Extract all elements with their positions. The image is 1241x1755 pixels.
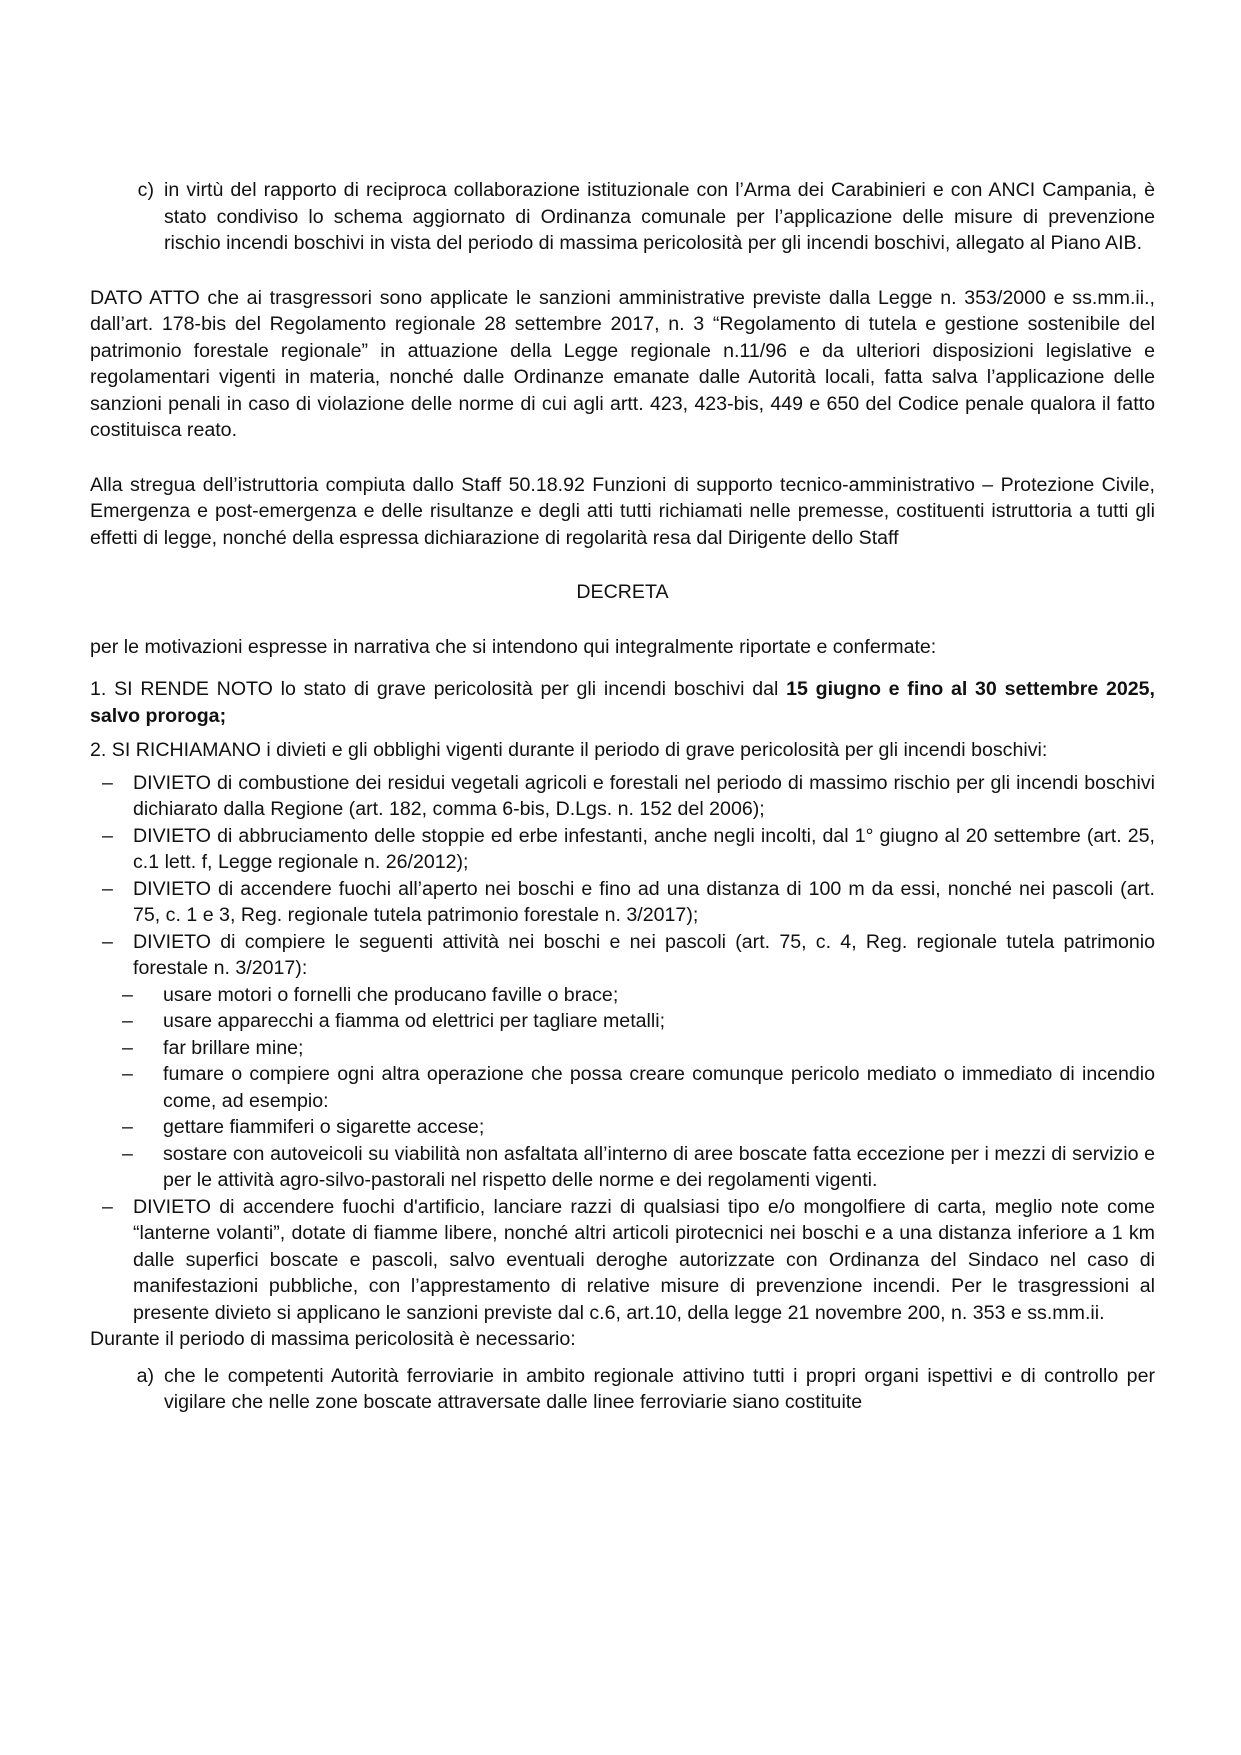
dato-atto-paragraph: DATO ATTO che ai trasgressori sono applicate le sanzioni amministrative previste dalla Legge n. 353/2000 e ss.mm.ii., dall’art. 178-bis del Regolamento regionale 28 settembre 2017, n. 3 “Regolamento di tutela e gestione sostenibile del patrimonio forestale regionale” in attuazione della Legge regionale n.11/96 e da ulteriori disposizioni legislative e regolamentari vigenti in materia, nonché dalle Ordinanze emanate dalle Autorità locali, fatta salva l’applicazione delle sanzioni penali in caso di violazione delle norme di cui agli artt. 423, 423-bis, 449 e 650 del Codice penale qualora il fatto costituisca reato. xyxy=(90,286,1155,441)
dash-bullet: – xyxy=(122,983,133,1006)
divieto-text: DIVIETO di combustione dei residui vegetali agricoli e forestali nel periodo di massimo rischio per gli incendi boschivi dichiarato dalla Regione (art. 182, comma 6-bis, D.Lgs. n. 152 del 2006); xyxy=(133,771,1155,820)
list-item-text: che le competenti Autorità ferroviarie in ambito regionale attivino tutti i propri organi ispettivi e di controllo per vigilare che nelle zone boscate attraversate dalle linee ferroviarie siano costituite xyxy=(164,1364,1155,1413)
intro-paragraph: per le motivazioni espresse in narrativa che si intendono qui integralmente riportate e confermate: xyxy=(90,635,937,658)
dash-bullet: – xyxy=(102,930,113,953)
sub-item-text: usare motori o fornelli che producano faville o brace; xyxy=(163,983,619,1006)
divieti-list xyxy=(90,770,1155,982)
point-1-text: 1. SI RENDE NOTO lo stato di grave pericolosità per gli incendi boschivi dal xyxy=(90,678,787,700)
sub-list-item xyxy=(90,1141,1155,1194)
point-1 xyxy=(90,676,1155,729)
dash-bullet: – xyxy=(122,1116,133,1138)
durante-paragraph: Durante il periodo di massima pericolosità è necessario: xyxy=(90,1328,576,1350)
divieto-text: DIVIETO di accendere fuochi d'artificio, lanciare razzi di qualsiasi tipo e/o mongolfiere di carta, meglio note come “lanterne volanti”, dotate di fiamme libere, nonché altri articoli pirotecnici nei boschi e a una distanza inferiore a 1 km dalle superfici boscate e pascoli, salvo eventuali deroghe autorizzate con Ordinanza del Sindaco nel caso di manifestazioni pubbliche, con l’apprestamento di relative misure di prevenzione incendi. Per le trasgressioni al presente divieto si applicano le sanzioni previste dal c.6, art.10, della legge 21 novembre 200, n. 353 e ss.mm.ii. xyxy=(133,1195,1155,1324)
point-1-bold: 15 giugno e fino al 30 settembre 2025, salvo proroga; xyxy=(90,678,1155,727)
alla-stregua-paragraph: Alla stregua dell’istruttoria compiuta dallo Staff 50.18.92 Funzioni di supporto tecnico-amministrativo – Protezione Civile, Emergenza e post-emergenza e delle risultanze e degli atti tutti richiamati nelle premesse, costituenti istruttoria a tutti gli effetti di legge, nonché della espressa dichiarazione di regolarità resa dal Dirigente dello Staff xyxy=(90,473,1155,549)
list-item-c xyxy=(90,177,1155,257)
list-item xyxy=(90,770,1155,823)
sub-item-text: far brillare mine; xyxy=(163,1036,304,1059)
dash-bullet: – xyxy=(102,824,113,847)
sub-item-text: sostare con autoveicoli su viabilità non asfaltata all’interno di aree boscate fatta eccezione per i mezzi di servizio e per le attività agro-silvo-pastorali nel rispetto delle norme e dei regolamenti vigenti. xyxy=(163,1142,1155,1191)
divieto-text: DIVIETO di abbruciamento delle stoppie ed erbe infestanti, anche negli incolti, dal 1° giugno al 20 settembre (art. 25, c.1 lett. f, Legge regionale n. 26/2012); xyxy=(133,824,1155,873)
dash-bullet: – xyxy=(122,1036,133,1059)
attivita-sub-list xyxy=(90,982,1155,1194)
list-marker: a) xyxy=(136,1364,154,1387)
list-item-text: in virtù del rapporto di reciproca collaborazione istituzionale con l’Arma dei Carabinieri e con ANCI Campania, è stato condiviso lo schema aggiornato di Ordinanza comunale per l’applicazione delle misure di prevenzione rischio incendi boschivi in vista del periodo di massima pericolosità per gli incendi boschivi, allegato al Piano AIB. xyxy=(164,179,1155,254)
list-item xyxy=(90,823,1155,876)
dash-bullet: – xyxy=(122,1142,133,1165)
sub-list-item xyxy=(90,982,1155,1009)
dash-bullet: – xyxy=(102,1195,113,1218)
list-item xyxy=(90,876,1155,929)
dash-bullet: – xyxy=(122,1010,133,1032)
list-item-a xyxy=(90,1363,1155,1416)
list-marker: c) xyxy=(137,179,154,201)
divieto-block xyxy=(133,929,1155,982)
sub-list-item xyxy=(90,1114,1155,1141)
divieto-text: DIVIETO di compiere le seguenti attività nei boschi e nei pascoli (art. 75, c. 4, Reg. regionale tutela patrimonio forestale n. 3/2017): xyxy=(133,930,1155,979)
point-2: 2. SI RICHIAMANO i divieti e gli obblighi vigenti durante il periodo di grave pericolosità per gli incendi boschivi: xyxy=(90,739,1048,761)
sub-item-text: usare apparecchi a fiamma od elettrici per tagliare metalli; xyxy=(163,1010,666,1032)
sub-list-item xyxy=(90,1061,1155,1114)
dash-bullet: – xyxy=(102,877,113,900)
list-item xyxy=(90,1194,1155,1327)
sub-item-text: fumare o compiere ogni altra operazione che possa creare comunque pericolo mediato o immediato di incendio come, ad esempio: xyxy=(163,1063,1155,1112)
decreta-heading: DECRETA xyxy=(576,581,669,603)
sub-item-text: gettare fiammiferi o sigarette accese; xyxy=(163,1116,485,1138)
dash-bullet: – xyxy=(102,771,113,794)
sub-list-item xyxy=(90,1008,1155,1035)
dash-bullet: – xyxy=(122,1063,133,1085)
divieto-text: DIVIETO di accendere fuochi all’aperto nei boschi e fino ad una distanza di 100 m da essi, nonché nei pascoli (art. 75, c. 1 e 3, Reg. regionale tutela patrimonio forestale n. 3/2017); xyxy=(133,877,1155,926)
divieti-list-continued xyxy=(90,1194,1155,1327)
list-item xyxy=(90,929,1155,982)
sub-list-item xyxy=(90,1035,1155,1062)
